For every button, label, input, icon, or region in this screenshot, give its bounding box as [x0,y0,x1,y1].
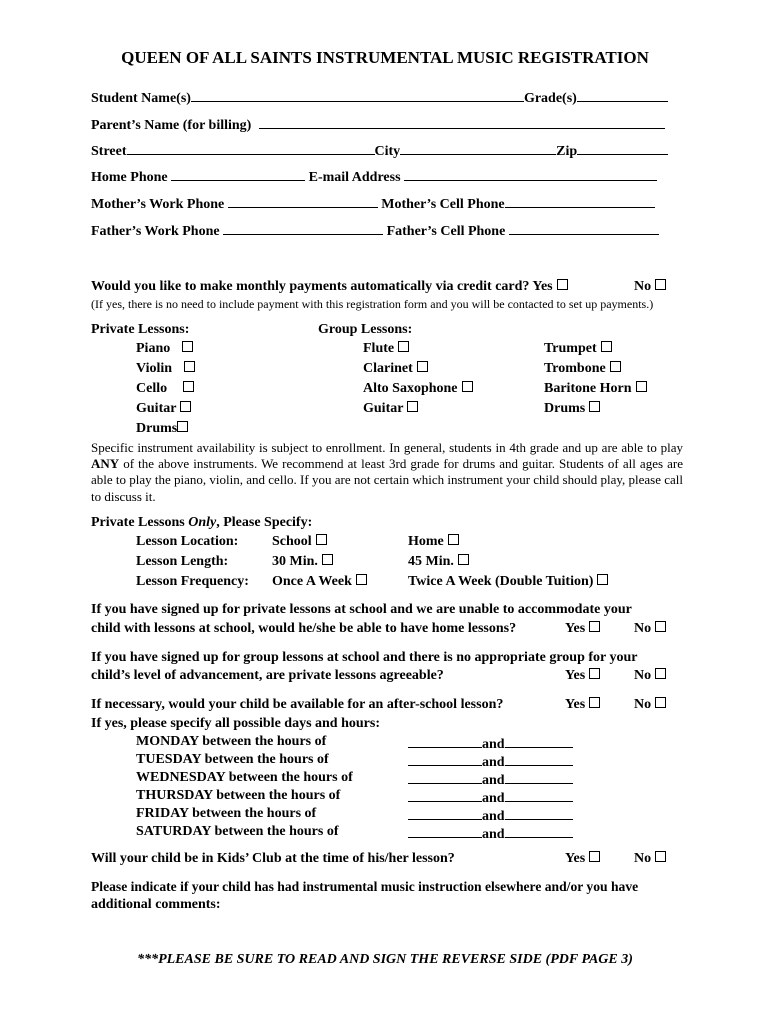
street-label: Street [91,144,127,159]
group-drums-checkbox[interactable] [589,401,600,412]
mother-work-field[interactable] [228,194,378,208]
length-45: 45 Min. [408,554,469,570]
mother-cell-field[interactable] [505,194,655,208]
group-drums: Drums [544,401,600,417]
group-lessons-header: Group Lessons: [318,322,413,337]
city-label: City [374,144,401,159]
payment-yes-checkbox[interactable] [557,279,568,290]
group-flute: Flute [363,341,409,357]
zip-label: Zip [556,144,578,159]
thursday-from-field[interactable] [408,788,482,802]
after-school-q: If necessary, would your child be available for an after-school lesson? [91,697,504,712]
monday-to-field[interactable] [505,734,573,748]
grades-field[interactable] [577,88,668,102]
freq-once: Once A Week [272,574,367,590]
comments-line1: Please indicate if your child has had instrumental music instruction elsewhere and/or you have [91,879,639,894]
father-work-field[interactable] [223,221,383,235]
private-guitar: Guitar [136,401,191,417]
payment-note: (If yes, there is no need to include payment with this registration form and you will be contacted to set up payments.) [91,297,654,311]
flute-checkbox[interactable] [398,341,409,352]
father-work-label: Father’s Work Phone [91,224,220,239]
form-title: QUEEN OF ALL SAINTS INSTRUMENTAL MUSIC REGISTRATION [121,48,649,67]
private-drums: Drums [136,421,188,437]
email-field[interactable] [404,167,657,181]
father-cell-field[interactable] [509,221,659,235]
group-private-no: No [634,668,666,684]
tuesday-to-field[interactable] [505,752,573,766]
days-header: If yes, please specify all possible days and hours: [91,716,380,731]
lesson-length-label: Lesson Length: [136,554,229,569]
twice-checkbox[interactable] [597,574,608,585]
group-alto-sax: Alto Saxophone [363,381,473,397]
kids-club-yes-checkbox[interactable] [589,851,600,862]
baritone-checkbox[interactable] [636,381,647,392]
group-private-q2: child’s level of advancement, are private lessons agreeable? [91,668,444,683]
private-drums-checkbox[interactable] [177,421,188,432]
home-lessons-q2: child with lessons at school, would he/she be able to have home lessons? [91,621,517,636]
street-field[interactable] [127,141,375,155]
kids-club-no: No [634,851,666,867]
private-specify-header: Private Lessons Only, Please Specify: [91,515,313,530]
trumpet-checkbox[interactable] [601,341,612,352]
length-30-checkbox[interactable] [322,554,333,565]
piano-checkbox[interactable] [182,341,193,352]
monday-from-field[interactable] [408,734,482,748]
tuesday-hours: and [408,752,573,771]
city-field[interactable] [400,141,556,155]
day-wednesday: WEDNESDAY between the hours of [136,770,353,785]
parent-name-field[interactable] [259,115,665,129]
kids-club-q: Will your child be in Kids’ Club at the time of his/her lesson? [91,851,455,866]
kids-club-no-checkbox[interactable] [655,851,666,862]
home-phone-field[interactable] [171,167,305,181]
friday-hours: and [408,806,573,825]
location-home: Home [408,534,459,550]
group-baritone: Baritone Horn [544,381,647,397]
mother-work-label: Mother’s Work Phone [91,197,225,212]
monday-hours: and [408,734,573,753]
availability-note: Specific instrument availability is subject to enrollment. In general, students in 4th grade and up are able to play ANY of the above instruments. We recommend at least 3rd grade for drums and guitar. Students of all ages are able to play the piano, violin, and cello. If you are not certain which instrument your child should play, please call to discuss it. [91,440,683,504]
group-trumpet: Trumpet [544,341,612,357]
after-school-yes: Yes [565,697,600,713]
after-school-yes-checkbox[interactable] [589,697,600,708]
private-lessons-header: Private Lessons: [91,322,190,337]
lesson-frequency-label: Lesson Frequency: [136,574,249,589]
day-thursday: THURSDAY between the hours of [136,788,341,803]
group-private-q1: If you have signed up for group lessons at school and there is no appropriate group for your [91,650,638,665]
after-school-no-checkbox[interactable] [655,697,666,708]
footer-note: ***PLEASE BE SURE TO READ AND SIGN THE REVERSE SIDE (PDF PAGE 3) [137,952,633,967]
home-lessons-yes: Yes [565,621,600,637]
zip-field[interactable] [577,141,668,155]
after-school-no: No [634,697,666,713]
group-clarinet: Clarinet [363,361,428,377]
wednesday-to-field[interactable] [505,770,573,784]
mother-cell-label: Mother’s Cell Phone [381,197,505,212]
private-cello: Cello [136,381,194,397]
home-lessons-no-checkbox[interactable] [655,621,666,632]
address-row [91,141,668,160]
location-school: School [272,534,327,550]
group-trombone: Trombone [544,361,621,377]
home-lessons-yes-checkbox[interactable] [589,621,600,632]
day-saturday: SATURDAY between the hours of [136,824,339,839]
once-checkbox[interactable] [356,574,367,585]
home-lessons-q1: If you have signed up for private lessons at school and we are unable to accommodate your [91,602,632,617]
saturday-from-field[interactable] [408,824,482,838]
group-guitar-checkbox[interactable] [407,401,418,412]
parent-name-label: Parent’s Name (for billing) [91,118,252,133]
thursday-to-field[interactable] [505,788,573,802]
home-checkbox[interactable] [448,534,459,545]
cello-checkbox[interactable] [183,381,194,392]
payment-no-label: No [634,279,652,294]
group-guitar: Guitar [363,401,418,417]
grades-label: Grade(s) [523,91,577,106]
friday-to-field[interactable] [505,806,573,820]
private-violin: Violin [136,361,195,377]
student-names-label: Student Name(s) [91,91,191,106]
school-checkbox[interactable] [316,534,327,545]
home-lessons-no: No [634,621,666,637]
trombone-checkbox[interactable] [610,361,621,372]
kids-club-yes: Yes [565,851,600,867]
friday-from-field[interactable] [408,806,482,820]
wednesday-from-field[interactable] [408,770,482,784]
phone-email-row [91,167,657,186]
group-private-yes: Yes [565,668,600,684]
father-cell-label: Father’s Cell Phone [386,224,506,239]
comments-area[interactable] [91,916,681,946]
alto-sax-checkbox[interactable] [462,381,473,392]
wednesday-hours: and [408,770,573,789]
day-monday: MONDAY between the hours of [136,734,327,749]
day-friday: FRIDAY between the hours of [136,806,317,821]
home-phone-label: Home Phone [91,170,168,185]
payment-question-text: Would you like to make monthly payments automatically via credit card? Yes [91,279,553,294]
mother-phone-row [91,194,655,213]
student-names-field[interactable] [191,88,524,102]
payment-question [91,279,568,295]
comments-line2: additional comments: [91,897,221,912]
lesson-location-label: Lesson Location: [136,534,239,549]
saturday-to-field[interactable] [505,824,573,838]
payment-no-checkbox[interactable] [655,279,666,290]
payment-no [634,279,666,295]
private-piano: Piano [136,341,193,357]
group-private-yes-checkbox[interactable] [589,668,600,679]
freq-twice: Twice A Week (Double Tuition) [408,574,608,590]
day-tuesday: TUESDAY between the hours of [136,752,329,767]
length-30: 30 Min. [272,554,333,570]
clarinet-checkbox[interactable] [417,361,428,372]
thursday-hours: and [408,788,573,807]
length-45-checkbox[interactable] [458,554,469,565]
violin-checkbox[interactable] [184,361,195,372]
email-label: E-mail Address [308,170,401,185]
father-phone-row [91,221,659,240]
student-names-row [91,88,668,107]
private-guitar-checkbox[interactable] [180,401,191,412]
saturday-hours: and [408,824,573,843]
tuesday-from-field[interactable] [408,752,482,766]
parent-name-row [91,115,665,134]
group-private-no-checkbox[interactable] [655,668,666,679]
